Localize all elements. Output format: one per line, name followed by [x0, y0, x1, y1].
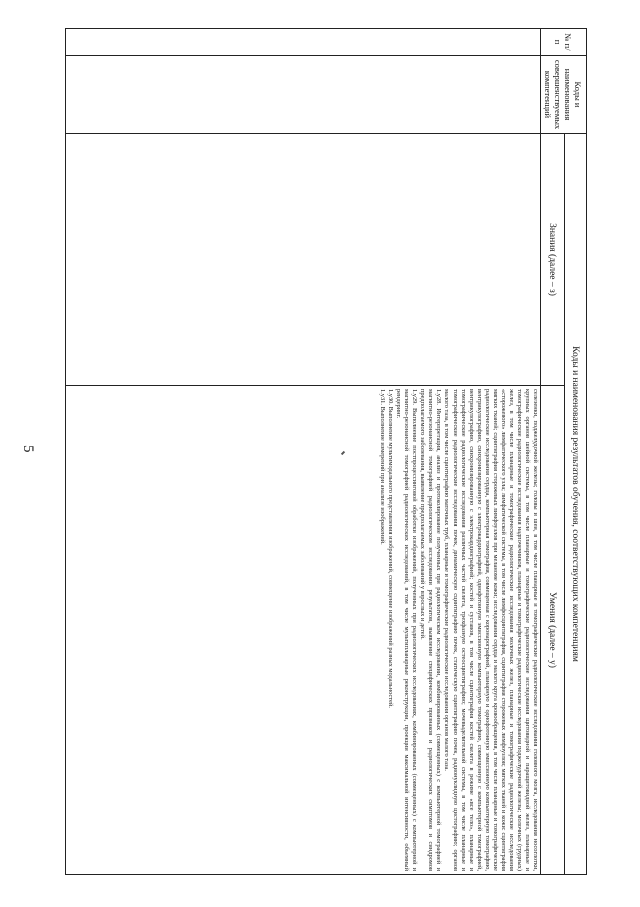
skills-paragraph: 1.у31. Выполнение измерений при анализе изображений. — [379, 389, 387, 545]
page-number: 5 — [20, 445, 36, 453]
header-skills: Умения (далее – у) — [541, 386, 565, 875]
header-knowledge: Знания (далее – з) — [541, 134, 565, 386]
cell-number — [66, 29, 541, 56]
competency-table — [65, 28, 587, 875]
cell-skills — [66, 386, 541, 875]
header-competency-codes: Коды и наименования совершенствуемых компетенций — [541, 56, 587, 134]
skills-paragraph: селезенки, поджелудочной железы; головы и шеи, в том числе планарные и томографические радиологические исследования головного мозга, исследования носоглотки, крупных органов шейной системы, в том числе планарные и томографические радиологические исследования щитовидной и паращитовидной желез, планарные и томографические радиологические исследования надпочечников, планарные и томографические радиологические исследования поджелудочной железы; молочных (грудных) желез, в том числе планарные и томографические радиологические исследования молочных желез, планарные и томографические радиологические исследования «сторожевого» лимфатического узла; лимфатической системы, в том числе лимфосцинтиграфия, сцинтиграфия сторожевых лимфоузлов; мягких тканей и кожи: сцинтиграфия мягких тканей; сцинтиграфия сторожевых лимфоузлов при меланоме кожи; исследования сердца и малого круга кровообращения, в том числе планарные и томографические радиологические исследования сердца, компьютерная томография, совмещенная с коронарографией, планарную и однофотонную эмиссионную компьютерную томографию, вентрикулографию, синхронизированную с электрокардиографией, однофотонную эмиссионную компьютерную томографию, совмещенную с компьютерной томографией, вентрикулографию, синхронизированную с электрокардиографией; костей и суставов, в том числе сцинтиграфия костей скелета в режиме «все тело», планарные и томографические радиологические исследования различных частей скелета, трехфазную остеосцинтиграфию; мочевыделительной системы, в том числе планарные и томографические радиологические исследования почек, динамическую сцинтиграфию почек, статическую сцинтиграфию почек, радионуклидную цистографию; органов малого таза, в том числе сцинтиграфию маточных труб, планарные и томографические радиологические исследования органов малого таза. — [443, 389, 539, 871]
rotated-table-region — [65, 28, 587, 874]
skills-paragraph: 1.у30. Выполнение мультимодального представления изображений, совмещение изображений разных модальностей. — [387, 389, 395, 708]
skills-paragraph: 1.у28. Интерпретация, анализ и протоколирование полученных при радиологическом исследовании, комбинированных (совмещенных) с компьютерной томографией и магнитно-резонансной томографией радиологическом исследовании результатов, выявление специфических признаков и радиологических симптомов и синдромов предполагаемого заболевания, выявление предполагаемых заболеваний у взрослых и детей. — [419, 389, 443, 871]
cell-competency-code — [66, 56, 541, 134]
skills-paragraph: 1.у29. Выполнение постпроцессинговой обработки изображений, полученных при радиологических исследованиях, комбинированных (совмещенных) с компьютерной и магнитно-резонансной томографией радиологических исследований, в том числе мультипланарные реконструкции, проекции максимальной интенсивности, объемный рендеринг. — [395, 389, 419, 871]
header-learning-outcomes: Коды и наименования результатов обучения, соответствующих компетенциям — [565, 134, 587, 875]
cell-knowledge — [66, 134, 541, 386]
header-number: № п/п — [541, 29, 587, 56]
